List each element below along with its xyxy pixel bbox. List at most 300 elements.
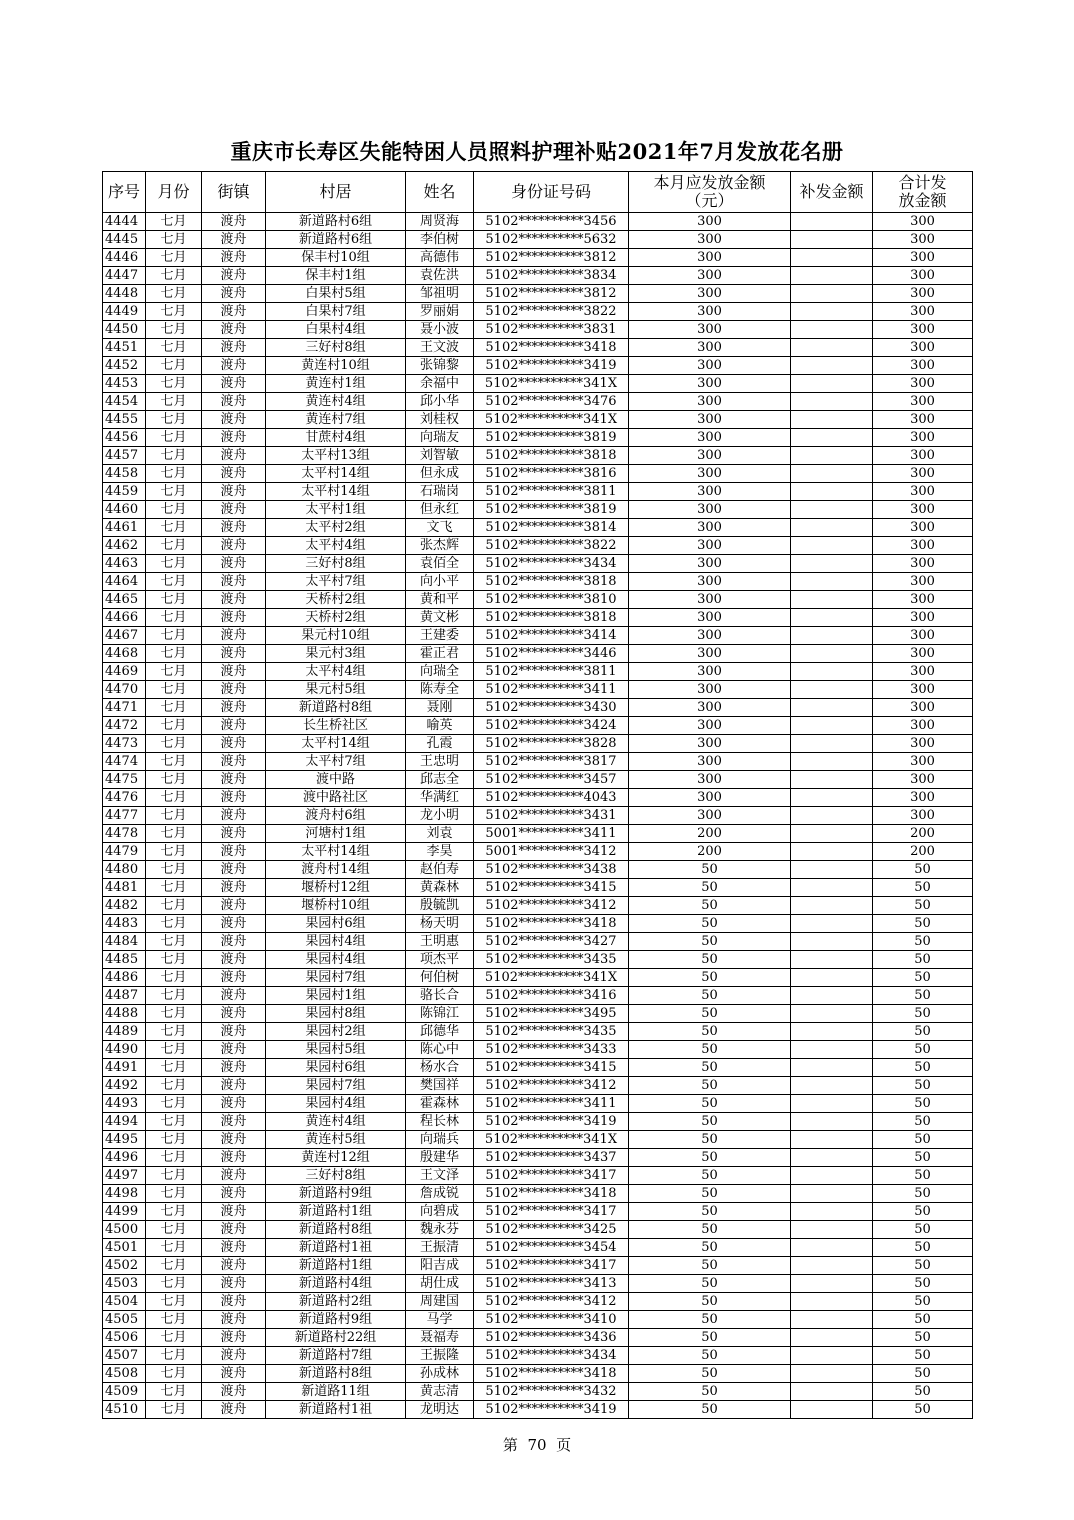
cell-village: 保丰村1组	[266, 267, 406, 285]
cell-monthly-amount: 300	[629, 321, 791, 339]
cell-serial: 4448	[103, 285, 146, 303]
cell-back-pay	[791, 987, 873, 1005]
cell-monthly-amount: 50	[629, 1401, 791, 1419]
cell-name: 霍正君	[406, 645, 474, 663]
cell-town: 渡舟	[202, 771, 266, 789]
cell-back-pay	[791, 1239, 873, 1257]
cell-total-amount: 50	[873, 1329, 973, 1347]
cell-monthly-amount: 300	[629, 249, 791, 267]
table-row	[103, 843, 973, 861]
cell-serial: 4459	[103, 483, 146, 501]
cell-name: 黄志清	[406, 1383, 474, 1401]
cell-month: 七月	[146, 663, 202, 681]
cell-monthly-amount: 50	[629, 987, 791, 1005]
cell-total-amount: 50	[873, 1185, 973, 1203]
cell-back-pay	[791, 393, 873, 411]
header-month: 月份	[146, 172, 202, 213]
cell-id-number: 5102**********3419	[474, 1113, 629, 1131]
cell-name: 文飞	[406, 519, 474, 537]
cell-name: 但永红	[406, 501, 474, 519]
cell-monthly-amount: 300	[629, 429, 791, 447]
cell-town: 渡舟	[202, 843, 266, 861]
cell-name: 陈心中	[406, 1041, 474, 1059]
cell-town: 渡舟	[202, 1311, 266, 1329]
cell-name: 向小平	[406, 573, 474, 591]
table-row	[103, 771, 973, 789]
cell-name: 向瑞全	[406, 663, 474, 681]
cell-back-pay	[791, 357, 873, 375]
cell-monthly-amount: 50	[629, 1347, 791, 1365]
cell-name: 王明惠	[406, 933, 474, 951]
cell-village: 太平村1组	[266, 501, 406, 519]
cell-serial: 4453	[103, 375, 146, 393]
cell-month: 七月	[146, 843, 202, 861]
cell-id-number: 5102**********3418	[474, 915, 629, 933]
cell-village: 新道路村1祖	[266, 1401, 406, 1419]
table-row	[103, 429, 973, 447]
cell-total-amount: 300	[873, 681, 973, 699]
cell-serial: 4475	[103, 771, 146, 789]
cell-serial: 4447	[103, 267, 146, 285]
cell-town: 渡舟	[202, 1131, 266, 1149]
cell-serial: 4497	[103, 1167, 146, 1185]
cell-serial: 4452	[103, 357, 146, 375]
cell-monthly-amount: 300	[629, 213, 791, 231]
cell-total-amount: 50	[873, 1293, 973, 1311]
cell-id-number: 5102**********3817	[474, 753, 629, 771]
cell-name: 项杰平	[406, 951, 474, 969]
cell-serial: 4506	[103, 1329, 146, 1347]
cell-name: 周贤海	[406, 213, 474, 231]
cell-back-pay	[791, 375, 873, 393]
cell-month: 七月	[146, 609, 202, 627]
cell-serial: 4462	[103, 537, 146, 555]
cell-serial: 4454	[103, 393, 146, 411]
cell-name: 罗丽娟	[406, 303, 474, 321]
cell-monthly-amount: 300	[629, 627, 791, 645]
cell-village: 新道路村22组	[266, 1329, 406, 1347]
cell-serial: 4493	[103, 1095, 146, 1113]
cell-town: 渡舟	[202, 915, 266, 933]
cell-town: 渡舟	[202, 591, 266, 609]
cell-town: 渡舟	[202, 753, 266, 771]
cell-total-amount: 300	[873, 249, 973, 267]
cell-serial: 4500	[103, 1221, 146, 1239]
cell-id-number: 5102**********3818	[474, 609, 629, 627]
cell-id-number: 5102**********3433	[474, 1041, 629, 1059]
table-row	[103, 285, 973, 303]
cell-village: 白果村7组	[266, 303, 406, 321]
cell-id-number: 5102**********3436	[474, 1329, 629, 1347]
cell-monthly-amount: 300	[629, 393, 791, 411]
table-row	[103, 1221, 973, 1239]
table-row	[103, 933, 973, 951]
cell-name: 杨天明	[406, 915, 474, 933]
table-row	[103, 591, 973, 609]
cell-monthly-amount: 300	[629, 519, 791, 537]
cell-total-amount: 200	[873, 825, 973, 843]
table-row	[103, 231, 973, 249]
cell-id-number: 5102**********5632	[474, 231, 629, 249]
cell-town: 渡舟	[202, 933, 266, 951]
cell-month: 七月	[146, 573, 202, 591]
cell-town: 渡舟	[202, 609, 266, 627]
table-row	[103, 1203, 973, 1221]
cell-back-pay	[791, 807, 873, 825]
cell-serial: 4460	[103, 501, 146, 519]
cell-month: 七月	[146, 1059, 202, 1077]
cell-id-number: 5102**********341X	[474, 1131, 629, 1149]
cell-id-number: 5102**********3822	[474, 303, 629, 321]
cell-name: 黄文彬	[406, 609, 474, 627]
cell-id-number: 5102**********3410	[474, 1311, 629, 1329]
cell-serial: 4484	[103, 933, 146, 951]
table-row	[103, 807, 973, 825]
cell-serial: 4488	[103, 1005, 146, 1023]
cell-month: 七月	[146, 897, 202, 915]
cell-total-amount: 300	[873, 807, 973, 825]
cell-monthly-amount: 300	[629, 753, 791, 771]
cell-id-number: 5102**********3457	[474, 771, 629, 789]
cell-name: 刘袁	[406, 825, 474, 843]
cell-total-amount: 50	[873, 1311, 973, 1329]
cell-back-pay	[791, 843, 873, 861]
cell-month: 七月	[146, 465, 202, 483]
cell-name: 李昊	[406, 843, 474, 861]
cell-name: 向瑞友	[406, 429, 474, 447]
cell-monthly-amount: 50	[629, 1275, 791, 1293]
cell-town: 渡舟	[202, 1365, 266, 1383]
cell-total-amount: 50	[873, 861, 973, 879]
cell-town: 渡舟	[202, 339, 266, 357]
cell-back-pay	[791, 1113, 873, 1131]
cell-village: 果园村4组	[266, 951, 406, 969]
cell-serial: 4470	[103, 681, 146, 699]
cell-serial: 4499	[103, 1203, 146, 1221]
cell-month: 七月	[146, 987, 202, 1005]
cell-id-number: 5102**********3812	[474, 285, 629, 303]
table-row	[103, 1095, 973, 1113]
cell-town: 渡舟	[202, 375, 266, 393]
cell-total-amount: 300	[873, 663, 973, 681]
cell-town: 渡舟	[202, 1059, 266, 1077]
cell-id-number: 5102**********3430	[474, 699, 629, 717]
table-row	[103, 897, 973, 915]
cell-id-number: 5001**********3412	[474, 843, 629, 861]
cell-month: 七月	[146, 735, 202, 753]
cell-total-amount: 300	[873, 213, 973, 231]
cell-serial: 4494	[103, 1113, 146, 1131]
cell-village: 果园村6组	[266, 915, 406, 933]
table-body	[103, 213, 973, 1419]
cell-name: 赵伯寿	[406, 861, 474, 879]
cell-serial: 4444	[103, 213, 146, 231]
cell-back-pay	[791, 933, 873, 951]
cell-total-amount: 50	[873, 897, 973, 915]
cell-total-amount: 300	[873, 501, 973, 519]
cell-town: 渡舟	[202, 699, 266, 717]
table-row	[103, 375, 973, 393]
cell-monthly-amount: 300	[629, 573, 791, 591]
cell-back-pay	[791, 303, 873, 321]
cell-village: 渡舟村14组	[266, 861, 406, 879]
cell-back-pay	[791, 285, 873, 303]
cell-back-pay	[791, 267, 873, 285]
cell-id-number: 5102**********3431	[474, 807, 629, 825]
cell-village: 天桥村2组	[266, 591, 406, 609]
cell-name: 刘智敏	[406, 447, 474, 465]
cell-id-number: 5102**********3415	[474, 879, 629, 897]
cell-village: 新道路村4组	[266, 1275, 406, 1293]
cell-back-pay	[791, 1059, 873, 1077]
cell-town: 渡舟	[202, 1275, 266, 1293]
cell-serial: 4492	[103, 1077, 146, 1095]
cell-name: 孔霞	[406, 735, 474, 753]
cell-back-pay	[791, 1221, 873, 1239]
cell-village: 甘蔗村4组	[266, 429, 406, 447]
cell-monthly-amount: 50	[629, 1113, 791, 1131]
cell-serial: 4489	[103, 1023, 146, 1041]
cell-village: 太平村4组	[266, 663, 406, 681]
table-row	[103, 267, 973, 285]
cell-monthly-amount: 300	[629, 555, 791, 573]
table-row	[103, 609, 973, 627]
cell-month: 七月	[146, 1149, 202, 1167]
table-row	[103, 1023, 973, 1041]
table-row	[103, 537, 973, 555]
cell-month: 七月	[146, 1311, 202, 1329]
cell-monthly-amount: 50	[629, 1167, 791, 1185]
cell-month: 七月	[146, 537, 202, 555]
cell-town: 渡舟	[202, 1329, 266, 1347]
cell-back-pay	[791, 1023, 873, 1041]
cell-back-pay	[791, 699, 873, 717]
cell-id-number: 5102**********3418	[474, 339, 629, 357]
cell-month: 七月	[146, 1239, 202, 1257]
cell-monthly-amount: 300	[629, 771, 791, 789]
cell-town: 渡舟	[202, 987, 266, 1005]
cell-month: 七月	[146, 1257, 202, 1275]
cell-month: 七月	[146, 807, 202, 825]
cell-id-number: 5102**********3425	[474, 1221, 629, 1239]
cell-total-amount: 300	[873, 627, 973, 645]
cell-village: 新道路村7组	[266, 1347, 406, 1365]
table-row	[103, 645, 973, 663]
cell-id-number: 5102**********3811	[474, 483, 629, 501]
cell-monthly-amount: 300	[629, 375, 791, 393]
cell-month: 七月	[146, 1383, 202, 1401]
cell-village: 新道路村1祖	[266, 1239, 406, 1257]
cell-month: 七月	[146, 321, 202, 339]
cell-back-pay	[791, 1041, 873, 1059]
cell-total-amount: 300	[873, 429, 973, 447]
cell-id-number: 5102**********3831	[474, 321, 629, 339]
cell-serial: 4457	[103, 447, 146, 465]
cell-back-pay	[791, 609, 873, 627]
cell-id-number: 5102**********3434	[474, 1347, 629, 1365]
cell-serial: 4474	[103, 753, 146, 771]
cell-village: 堰桥村12组	[266, 879, 406, 897]
cell-month: 七月	[146, 1329, 202, 1347]
cell-back-pay	[791, 663, 873, 681]
cell-id-number: 5102**********3417	[474, 1167, 629, 1185]
cell-total-amount: 300	[873, 303, 973, 321]
cell-back-pay	[791, 1185, 873, 1203]
cell-town: 渡舟	[202, 1113, 266, 1131]
cell-total-amount: 300	[873, 285, 973, 303]
cell-total-amount: 300	[873, 753, 973, 771]
cell-month: 七月	[146, 861, 202, 879]
cell-total-amount: 300	[873, 609, 973, 627]
table-row	[103, 411, 973, 429]
cell-village: 果园村2组	[266, 1023, 406, 1041]
cell-name: 陈寿全	[406, 681, 474, 699]
cell-monthly-amount: 50	[629, 933, 791, 951]
cell-monthly-amount: 300	[629, 807, 791, 825]
cell-town: 渡舟	[202, 1221, 266, 1239]
cell-town: 渡舟	[202, 249, 266, 267]
cell-name: 王文波	[406, 339, 474, 357]
cell-name: 张锦黎	[406, 357, 474, 375]
cell-name: 余福中	[406, 375, 474, 393]
cell-monthly-amount: 300	[629, 735, 791, 753]
cell-town: 渡舟	[202, 645, 266, 663]
cell-monthly-amount: 50	[629, 897, 791, 915]
cell-back-pay	[791, 1167, 873, 1185]
cell-total-amount: 300	[873, 645, 973, 663]
cell-back-pay	[791, 915, 873, 933]
table-row	[103, 951, 973, 969]
cell-name: 殷建华	[406, 1149, 474, 1167]
table-row	[103, 699, 973, 717]
cell-village: 新道路村6组	[266, 231, 406, 249]
cell-monthly-amount: 50	[629, 1221, 791, 1239]
cell-village: 渡舟村6组	[266, 807, 406, 825]
cell-name: 向碧成	[406, 1203, 474, 1221]
cell-town: 渡舟	[202, 501, 266, 519]
cell-name: 张杰辉	[406, 537, 474, 555]
table-row	[103, 1239, 973, 1257]
cell-back-pay	[791, 951, 873, 969]
cell-total-amount: 50	[873, 915, 973, 933]
cell-serial: 4490	[103, 1041, 146, 1059]
table-row	[103, 1311, 973, 1329]
cell-village: 太平村4组	[266, 537, 406, 555]
cell-back-pay	[791, 969, 873, 987]
cell-back-pay	[791, 1347, 873, 1365]
cell-total-amount: 50	[873, 1041, 973, 1059]
cell-monthly-amount: 300	[629, 339, 791, 357]
cell-serial: 4473	[103, 735, 146, 753]
cell-name: 华满红	[406, 789, 474, 807]
cell-serial: 4487	[103, 987, 146, 1005]
cell-month: 七月	[146, 717, 202, 735]
cell-total-amount: 300	[873, 393, 973, 411]
cell-back-pay	[791, 717, 873, 735]
cell-monthly-amount: 50	[629, 915, 791, 933]
cell-name: 王振清	[406, 1239, 474, 1257]
cell-name: 刘桂权	[406, 411, 474, 429]
cell-monthly-amount: 300	[629, 483, 791, 501]
cell-back-pay	[791, 897, 873, 915]
cell-back-pay	[791, 1095, 873, 1113]
table-row	[103, 1185, 973, 1203]
cell-total-amount: 50	[873, 1023, 973, 1041]
cell-village: 新道路村8组	[266, 1365, 406, 1383]
cell-back-pay	[791, 321, 873, 339]
cell-town: 渡舟	[202, 1347, 266, 1365]
cell-town: 渡舟	[202, 717, 266, 735]
cell-month: 七月	[146, 1401, 202, 1419]
cell-serial: 4498	[103, 1185, 146, 1203]
cell-month: 七月	[146, 1347, 202, 1365]
cell-month: 七月	[146, 519, 202, 537]
cell-total-amount: 50	[873, 1113, 973, 1131]
cell-total-amount: 50	[873, 1257, 973, 1275]
cell-month: 七月	[146, 1365, 202, 1383]
cell-name: 魏永芬	[406, 1221, 474, 1239]
cell-back-pay	[791, 1149, 873, 1167]
cell-town: 渡舟	[202, 519, 266, 537]
cell-month: 七月	[146, 231, 202, 249]
cell-village: 黄连村4组	[266, 1113, 406, 1131]
cell-name: 高德伟	[406, 249, 474, 267]
cell-back-pay	[791, 825, 873, 843]
cell-id-number: 5102**********3427	[474, 933, 629, 951]
cell-month: 七月	[146, 249, 202, 267]
cell-monthly-amount: 200	[629, 825, 791, 843]
cell-back-pay	[791, 1383, 873, 1401]
header-monthly-amount: 本月应发放金额（元）	[629, 172, 791, 213]
table-row	[103, 825, 973, 843]
cell-monthly-amount: 50	[629, 1239, 791, 1257]
cell-town: 渡舟	[202, 393, 266, 411]
cell-village: 太平村13组	[266, 447, 406, 465]
cell-id-number: 5102**********3818	[474, 573, 629, 591]
cell-month: 七月	[146, 699, 202, 717]
cell-serial: 4510	[103, 1401, 146, 1419]
table-row	[103, 627, 973, 645]
cell-month: 七月	[146, 825, 202, 843]
cell-village: 三好村8组	[266, 555, 406, 573]
cell-village: 新道路11组	[266, 1383, 406, 1401]
cell-name: 龙明达	[406, 1401, 474, 1419]
cell-monthly-amount: 300	[629, 663, 791, 681]
table-row	[103, 1347, 973, 1365]
cell-month: 七月	[146, 1023, 202, 1041]
cell-total-amount: 50	[873, 1203, 973, 1221]
cell-total-amount: 50	[873, 1401, 973, 1419]
cell-village: 渡中路	[266, 771, 406, 789]
cell-total-amount: 50	[873, 1239, 973, 1257]
cell-name: 王文泽	[406, 1167, 474, 1185]
cell-village: 白果村4组	[266, 321, 406, 339]
cell-monthly-amount: 300	[629, 447, 791, 465]
cell-month: 七月	[146, 1185, 202, 1203]
header-village: 村居	[266, 172, 406, 213]
cell-name: 袁佐洪	[406, 267, 474, 285]
cell-monthly-amount: 300	[629, 285, 791, 303]
cell-village: 黄连村10组	[266, 357, 406, 375]
cell-village: 新道路村2组	[266, 1293, 406, 1311]
cell-name: 胡仕成	[406, 1275, 474, 1293]
cell-name: 马学	[406, 1311, 474, 1329]
table-row	[103, 303, 973, 321]
cell-town: 渡舟	[202, 1149, 266, 1167]
cell-total-amount: 300	[873, 717, 973, 735]
cell-village: 果元村5组	[266, 681, 406, 699]
cell-name: 王忠明	[406, 753, 474, 771]
